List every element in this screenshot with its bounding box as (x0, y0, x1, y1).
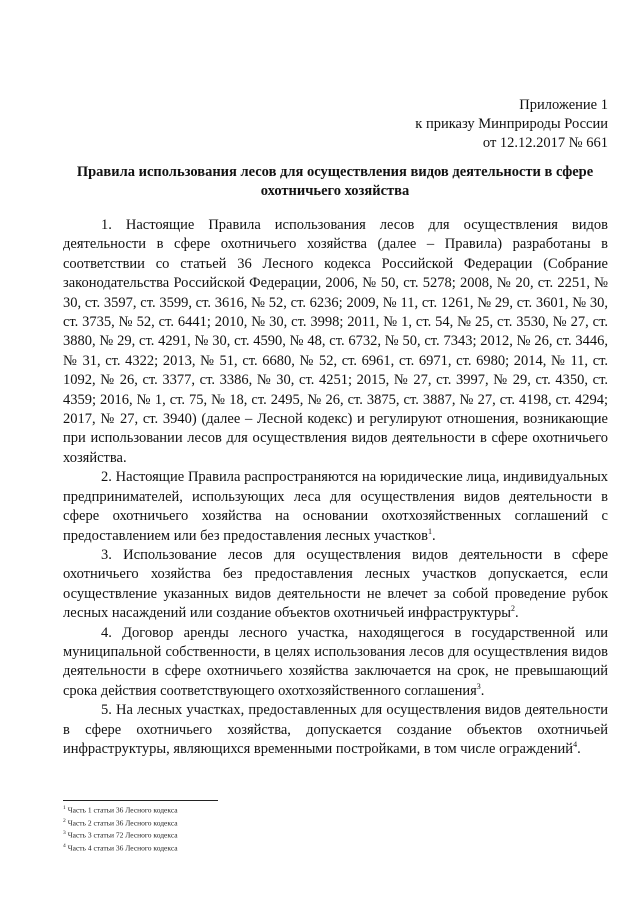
paragraph-tail: . (515, 605, 519, 622)
order-date: от 12.12.2017 № 661 (482, 135, 608, 151)
document-title: Правила использования лесов для осуществления видов деятельности в сфере охотничьего хозяйства (76, 164, 594, 199)
footnote-ref: 3 (476, 681, 481, 691)
paragraph-tail: . (577, 740, 581, 757)
footnote-number: 3 (63, 830, 66, 837)
paragraph-text: 3. Использование лесов для осуществления видов деятельности в сфере охотничьего хозяйства без предоставления лесных участков допускается, если осуществление указанных видов деятельности не влечет за собой проведение рубок лесных насаждений или создание объектов охотничьей инфраструктуры (63, 546, 608, 622)
footnote-divider (63, 800, 218, 801)
paragraph-text: 5. На лесных участках, предоставленных для осуществления видов деятельности в сфере охотничьего хозяйства, допускается создание объектов охотничьей инфраструктуры, являющихся временными постройками, в том числе ограждений (63, 702, 608, 757)
appendix-header (415, 96, 608, 153)
paragraph-1 (63, 216, 608, 468)
footnote-number: 1 (63, 805, 66, 811)
footnotes (63, 803, 363, 854)
paragraph-3 (63, 546, 608, 624)
appendix-label: Приложение 1 (519, 97, 608, 113)
footnote-text: Часть 4 статьи 36 Лесного кодекса (67, 843, 178, 853)
footnote-item (63, 841, 363, 854)
document-body (63, 216, 608, 759)
paragraph-4 (63, 624, 608, 702)
paragraph-tail: . (432, 527, 436, 544)
paragraph-text: 2. Настоящие Правила распространяются на юридические лица, индивидуальных предпринимателей, использующих леса для осуществления видов деятельности в сфере охотничьего хозяйства на основании охотхозяйственных соглашений с предоставлением или без предоставления лесных участков (63, 469, 608, 544)
paragraph-tail: . (480, 682, 485, 699)
footnote-item (63, 816, 363, 829)
footnote-number: 4 (63, 843, 66, 850)
paragraph-text: 4. Договор аренды лесного участка, находящегося в государственной или муниципальной собственности, в целях использования лесов для осуществления видов деятельности в сфере охотничьего хозяйства заключается на срок, не превышающий срока действия соответствующего охотхозяйственного соглашения (63, 624, 608, 699)
paragraph-text: 1. Настоящие Правила использования лесов для осуществления видов деятельности в сфере охотничьего хозяйства (далее – Правила) разработаны в соответствии со статьей 36 Лесного кодекса Российской Федерации (Собрание законодательства Российской Федерации, 2006, № 50, ст. 5278; 2008, № 20, ст. 2251, № 30, ст. 3597, ст. 3599, ст. 3616, № 52, ст. 6236; 2009, № 11, ст. 1261, № 29, ст. 3601, № 30, ст. 3735, № 52, ст. 6441; 2010, № 30, ст. 3998; 2011, № 1, ст. 54, № 25, ст. 3530, № 27, ст. 3880, № 29, ст. 4291, № 30, ст. 4590, № 48, ст. 6732, № 50, ст. 7343; 2012, № 26, ст. 3446, № 31, ст. 4322; 2013, № 51, ст. 6680, № 52, ст. 6961, ст. 6971, ст. 6980; 2014, № 11, ст. 1092, № 26, ст. 3377, ст. 3386, № 30, ст. 4251; 2015, № 27, ст. 3997, № 29, ст. 4350, ст. 4359; 2016, № 1, ст. 75, № 18, ст. 2495, № 26, ст. 3875, ст. 3887, № 27, ст. 4198, ст. 4294; 2017, № 27, ст. 3940) (далее – Лесной кодекс) и регулируют отношения, возникающие при использовании лесов для осуществления видов деятельности в сфере охотничьего хозяйства. (63, 217, 608, 466)
footnote-text: Часть 3 статьи 72 Лесного кодекса (67, 830, 178, 840)
footnote-text: Часть 2 статьи 36 Лесного кодекса (67, 818, 178, 828)
footnote-item (63, 803, 363, 816)
footnote-ref: 4 (573, 740, 578, 750)
footnote-item (63, 828, 363, 841)
footnote-number: 2 (63, 817, 66, 824)
paragraph-2 (63, 468, 608, 546)
footnote-ref: 1 (428, 526, 433, 536)
order-reference: к приказу Минприроды России (415, 116, 608, 132)
paragraph-5 (63, 701, 608, 759)
footnote-ref: 2 (511, 604, 515, 614)
footnote-text: Часть 1 статьи 36 Лесного кодекса (67, 805, 178, 815)
